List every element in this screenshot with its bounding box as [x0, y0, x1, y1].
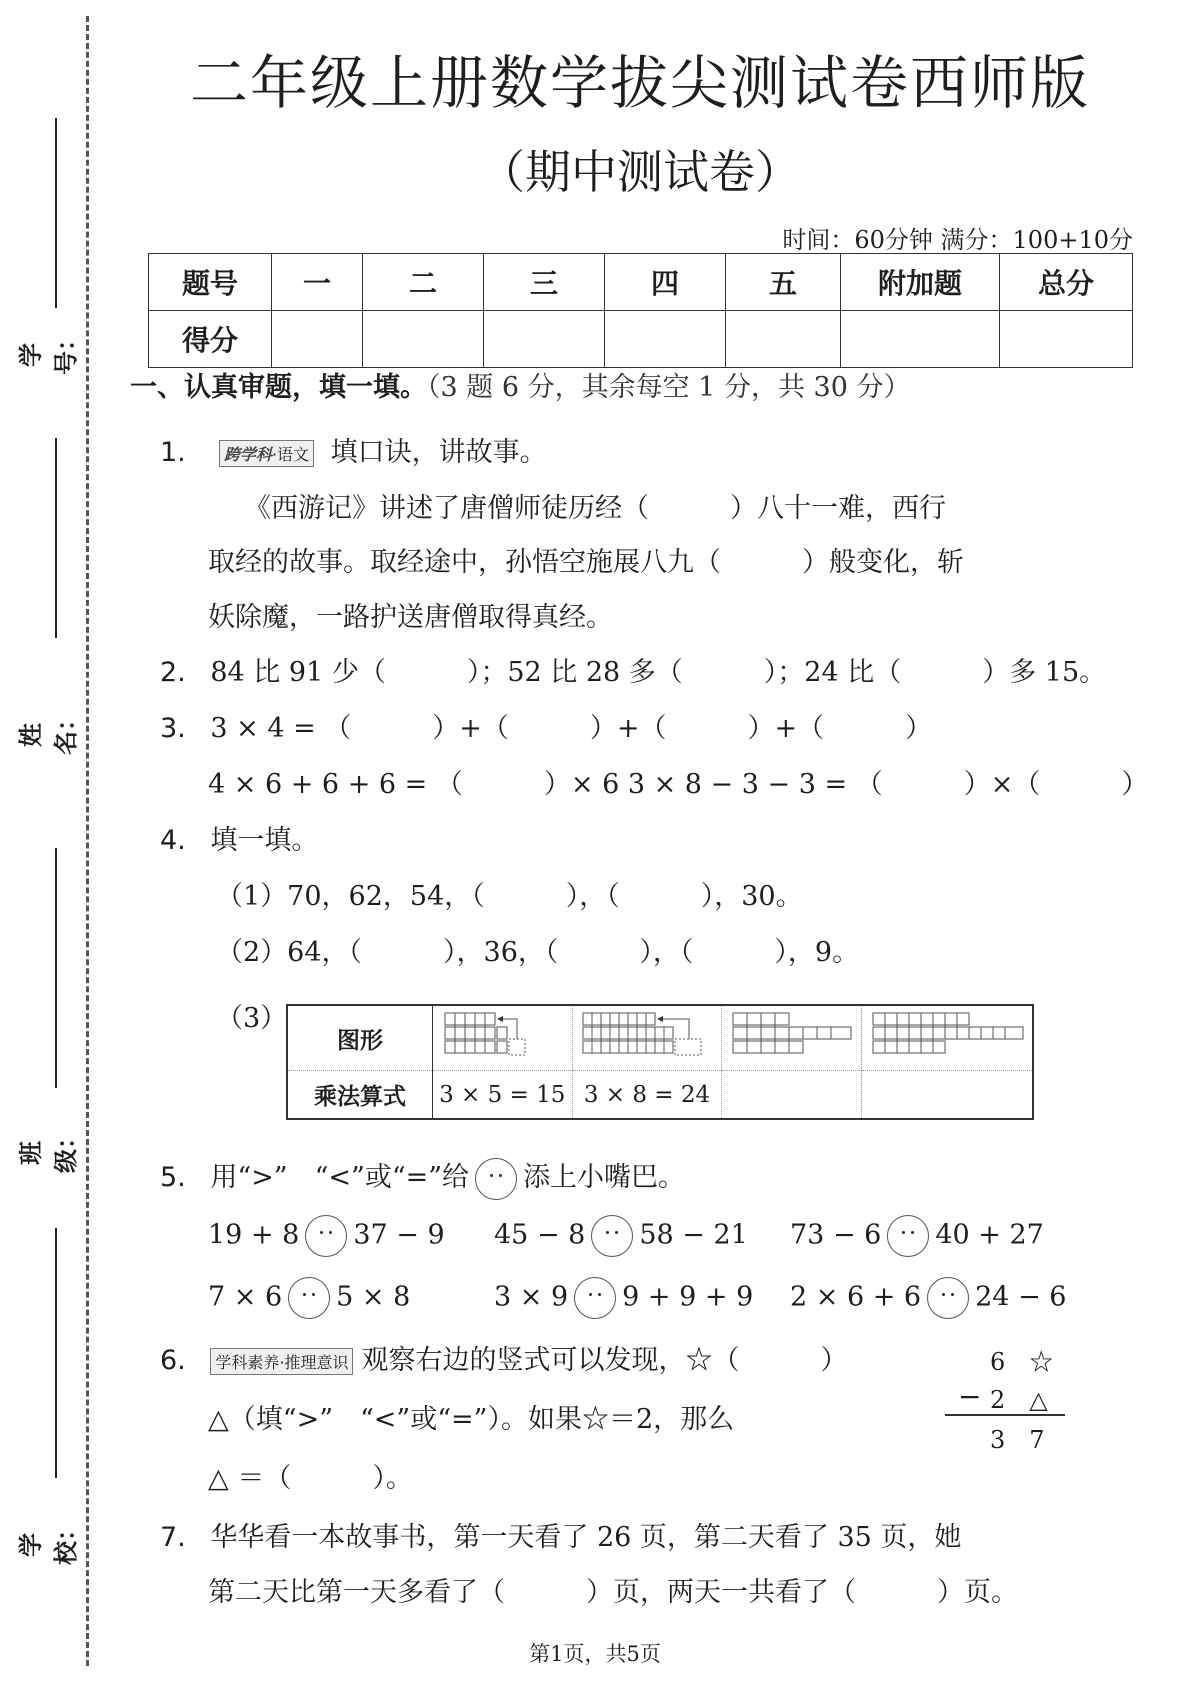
compare-circle[interactable]	[288, 1277, 330, 1319]
q6-line3: △ ＝（ ）。	[208, 1463, 413, 1494]
formula-header: 乘法算式	[287, 1071, 433, 1120]
q5-item	[494, 1215, 748, 1257]
score-input[interactable]	[841, 311, 1000, 368]
q5-right: 40 + 27	[935, 1219, 1044, 1251]
q5-left: 73 − 6	[790, 1219, 882, 1251]
formula-cell-3[interactable]	[722, 1071, 862, 1120]
q3-line1	[160, 706, 932, 745]
q1-line3: 妖除魔，一路护送唐僧取得真经。	[208, 602, 613, 633]
q5-number: 5.	[160, 1162, 186, 1193]
binding-dash-line	[86, 16, 89, 1666]
q5-prompt-line	[160, 1155, 685, 1200]
score-cell: 题号	[149, 254, 272, 311]
score-cell: 二	[363, 254, 484, 311]
name-underline	[55, 438, 57, 638]
shape-cell-2	[572, 1005, 722, 1071]
cross-subject-tag	[219, 440, 314, 467]
q5-left: 45 − 8	[494, 1219, 586, 1251]
score-cell: 四	[605, 254, 726, 311]
shape-cell-4	[861, 1005, 1033, 1071]
score-input[interactable]	[363, 311, 484, 368]
q7-text1: 华华看一本故事书，第一天看了 26 页，第二天看了 35 页，她	[210, 1522, 962, 1553]
q7-number: 7.	[160, 1522, 186, 1553]
vertical-row2: 2 △	[990, 1386, 1048, 1414]
tag-subject: ·语文	[271, 445, 310, 464]
score-cell: 附加题	[841, 254, 1000, 311]
q5-left: 2 × 6 + 6	[790, 1281, 922, 1313]
vertical-result: 3 7	[990, 1426, 1045, 1454]
q6-line2: △（填“>” “<”或“=”）。如果☆＝2，那么	[208, 1404, 735, 1435]
shape-cell-3	[722, 1005, 862, 1071]
q7-line2: 第二天比第一天多看了（ ）页，两天一共看了（ ）页。	[208, 1577, 1018, 1608]
shape-cell-1	[433, 1005, 573, 1071]
formula-cell-4[interactable]	[861, 1071, 1033, 1120]
q5-right: 58 − 21	[639, 1219, 748, 1251]
compare-circle[interactable]	[574, 1277, 616, 1319]
score-value-row	[149, 311, 1133, 368]
vertical-bar	[945, 1414, 1065, 1416]
q1-prompt-line	[160, 430, 547, 469]
shape-row	[287, 1005, 1033, 1071]
compare-circle[interactable]	[591, 1215, 633, 1257]
label-school: 学校：	[17, 1517, 80, 1565]
label-student-id: 学号：	[17, 327, 80, 375]
q4-prompt: 填一填。	[210, 825, 319, 856]
compare-circle[interactable]	[887, 1215, 929, 1257]
compare-circle[interactable]	[305, 1215, 347, 1257]
q5-left: 7 × 6	[208, 1281, 283, 1313]
q4-prompt-line	[160, 818, 318, 857]
square-grid-stair	[727, 1007, 857, 1063]
q5-item	[494, 1277, 753, 1319]
q5-item	[208, 1277, 410, 1319]
school-underline	[55, 1228, 57, 1478]
label-class: 班级：	[17, 1125, 80, 1173]
formula-cell-1: 3 × 5 = 15	[433, 1071, 573, 1120]
q1-line2: 取经的故事。取经途中，孙悟空施展八九（ ）般变化，斩	[208, 547, 964, 578]
score-input[interactable]	[1000, 311, 1133, 368]
q7-line1	[160, 1515, 961, 1554]
q5-item	[208, 1215, 445, 1257]
q5-left: 3 × 9	[494, 1281, 569, 1313]
id-underline	[55, 118, 57, 308]
square-grid-wide	[867, 1007, 1027, 1063]
face-circle-icon	[475, 1158, 517, 1200]
score-input[interactable]	[272, 311, 363, 368]
q5-right: 24 − 6	[975, 1281, 1067, 1313]
score-cell: 一	[272, 254, 363, 311]
q5-prompt-b: 添上小嘴巴。	[523, 1162, 686, 1193]
q4-part1: （1）70，62，54，（ ），（ ），30。	[216, 881, 803, 912]
q1-line1: 《西游记》讲述了唐僧师徒历经（ ）八十一难，西行	[244, 493, 946, 524]
q1-prompt: 填口诀，讲故事。	[330, 437, 547, 468]
q4-number: 4.	[160, 825, 186, 856]
page-number: 第1页，共5页	[529, 1642, 661, 1666]
score-input[interactable]	[726, 311, 841, 368]
page-title: 二年级上册数学拔尖测试卷西师版	[189, 49, 1090, 117]
score-cell: 五	[726, 254, 841, 311]
score-cell: 总分	[1000, 254, 1133, 311]
q2-text: 84 比 91 少（ ）；52 比 28 多（ ）；24 比（ ）多 15。	[210, 657, 1107, 688]
score-input[interactable]	[484, 311, 605, 368]
q5-item	[790, 1277, 1066, 1319]
q5-left: 19 + 8	[208, 1219, 300, 1251]
score-input[interactable]	[605, 311, 726, 368]
q6-line1	[160, 1338, 847, 1377]
class-underline	[55, 848, 57, 1088]
q5-prompt-a: 用“>” “<”或“=”给	[210, 1162, 470, 1193]
time-info: 时间：60分钟 满分：100+10分	[782, 226, 1133, 254]
formula-row	[287, 1071, 1033, 1120]
section-note: （3 题 6 分，其余每空 1 分，共 30 分）	[427, 372, 911, 403]
section-heading	[130, 365, 910, 404]
q1-number: 1.	[160, 437, 186, 468]
q5-right: 9 + 9 + 9	[622, 1281, 754, 1313]
compare-circle[interactable]	[927, 1277, 969, 1319]
square-grid-3x5	[437, 1007, 567, 1063]
literacy-tag: 学科素养·推理意识	[210, 1348, 353, 1375]
q3-text1: 3 × 4 = （ ）+（ ）+（ ）+（ ）	[210, 713, 933, 744]
shape-header: 图形	[287, 1005, 433, 1071]
score-header-row	[149, 254, 1133, 311]
label-name: 姓名：	[17, 707, 80, 755]
formula-cell-2: 3 × 8 = 24	[572, 1071, 722, 1120]
vertical-minus: −	[958, 1380, 982, 1413]
vertical-row1: 6 ☆	[990, 1348, 1054, 1376]
q2-number: 2.	[160, 657, 186, 688]
page-subtitle: （期中测试卷）	[479, 145, 801, 199]
q3-line2: 4 × 6 + 6 + 6 = （ ）× 6 3 × 8 − 3 − 3 = （ ）×（ ）	[208, 769, 1149, 800]
q5-item	[790, 1215, 1044, 1257]
q6-number: 6.	[160, 1345, 186, 1376]
score-label: 得分	[149, 311, 272, 368]
score-cell: 三	[484, 254, 605, 311]
score-table	[148, 253, 1133, 368]
q4-part3-label: （3）	[216, 1003, 288, 1034]
q6-text1: 观察右边的竖式可以发现，☆（ ）	[361, 1345, 848, 1376]
tag-brand: 跨学科	[223, 445, 272, 464]
square-grid-3x8	[577, 1007, 717, 1063]
q5-right: 37 − 9	[353, 1219, 445, 1251]
q5-right: 5 × 8	[336, 1281, 411, 1313]
shape-formula-table	[286, 1004, 1034, 1120]
section-title: 一、认真审题，填一填。	[130, 372, 427, 403]
q4-part2: （2）64，（ ），36，（ ），（ ），9。	[216, 937, 860, 968]
q3-number: 3.	[160, 713, 186, 744]
q2-line	[160, 650, 1106, 689]
